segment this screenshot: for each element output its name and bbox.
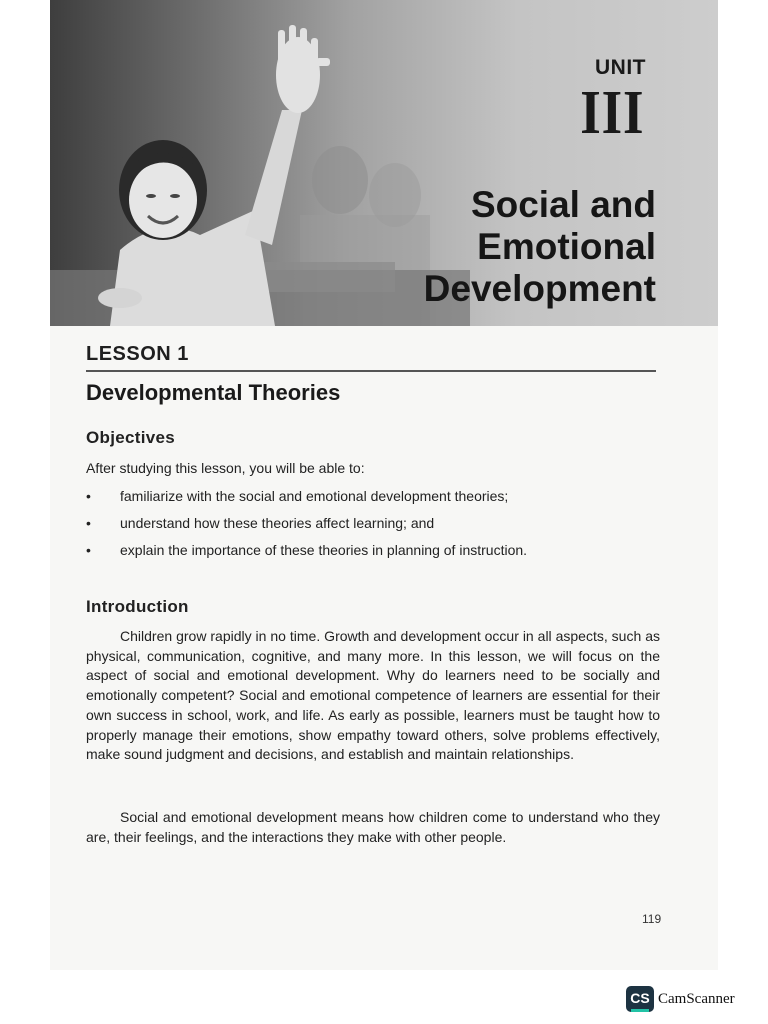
lesson-title: Developmental Theories <box>86 380 341 405</box>
divider <box>86 370 656 372</box>
bullet-icon: • <box>86 488 91 504</box>
list-item <box>86 488 646 515</box>
book-page <box>50 0 718 970</box>
camscanner-watermark <box>626 986 735 1012</box>
unit-title <box>296 184 656 310</box>
objectives-intro: After studying this lesson, you will be able to: <box>86 460 365 476</box>
introduction-paragraph: Children grow rapidly in no time. Growth and development occur in all aspects, such as physical, communication, cognitive, and many more. In this lesson, we will focus on the aspect of social and emotional development. Why do learners need to be socially and emotionally competent? Social and emotional competence of learners are essential for their own success in school, work, and life. As early as possible, learners must be taught how to properly manage their emotions, show empathy toward others, solve problems effectively, make sound judgment and decisions, and establish and maintain relationships. <box>86 628 660 763</box>
unit-title-line: Social and <box>470 184 656 225</box>
bullet-icon: • <box>86 515 91 531</box>
page-number: 119 <box>642 912 662 926</box>
list-item <box>86 542 646 569</box>
objectives-heading: Objectives <box>86 428 175 447</box>
unit-title-line: Development <box>423 268 656 309</box>
camscanner-logo-icon: CS <box>626 986 654 1012</box>
lesson-label: LESSON 1 <box>86 343 189 365</box>
unit-number: III <box>579 79 644 147</box>
bullet-icon: • <box>86 542 91 558</box>
unit-banner <box>50 0 718 326</box>
introduction-heading: Introduction <box>86 597 189 616</box>
introduction-paragraph: Social and emotional development means how children come to understand who they are, their feelings, and the interactions they make with other people. <box>86 809 660 845</box>
objective-text: explain the importance of these theories in planning of instruction. <box>120 542 528 558</box>
objectives-list <box>86 488 646 569</box>
unit-label: UNIT <box>595 56 646 79</box>
list-item <box>86 515 646 542</box>
unit-title-line: Emotional <box>477 226 656 267</box>
objective-text: understand how these theories affect learning; and <box>120 515 435 531</box>
objective-text: familiarize with the social and emotional development theories; <box>120 488 509 504</box>
camscanner-name: CamScanner <box>658 990 735 1007</box>
